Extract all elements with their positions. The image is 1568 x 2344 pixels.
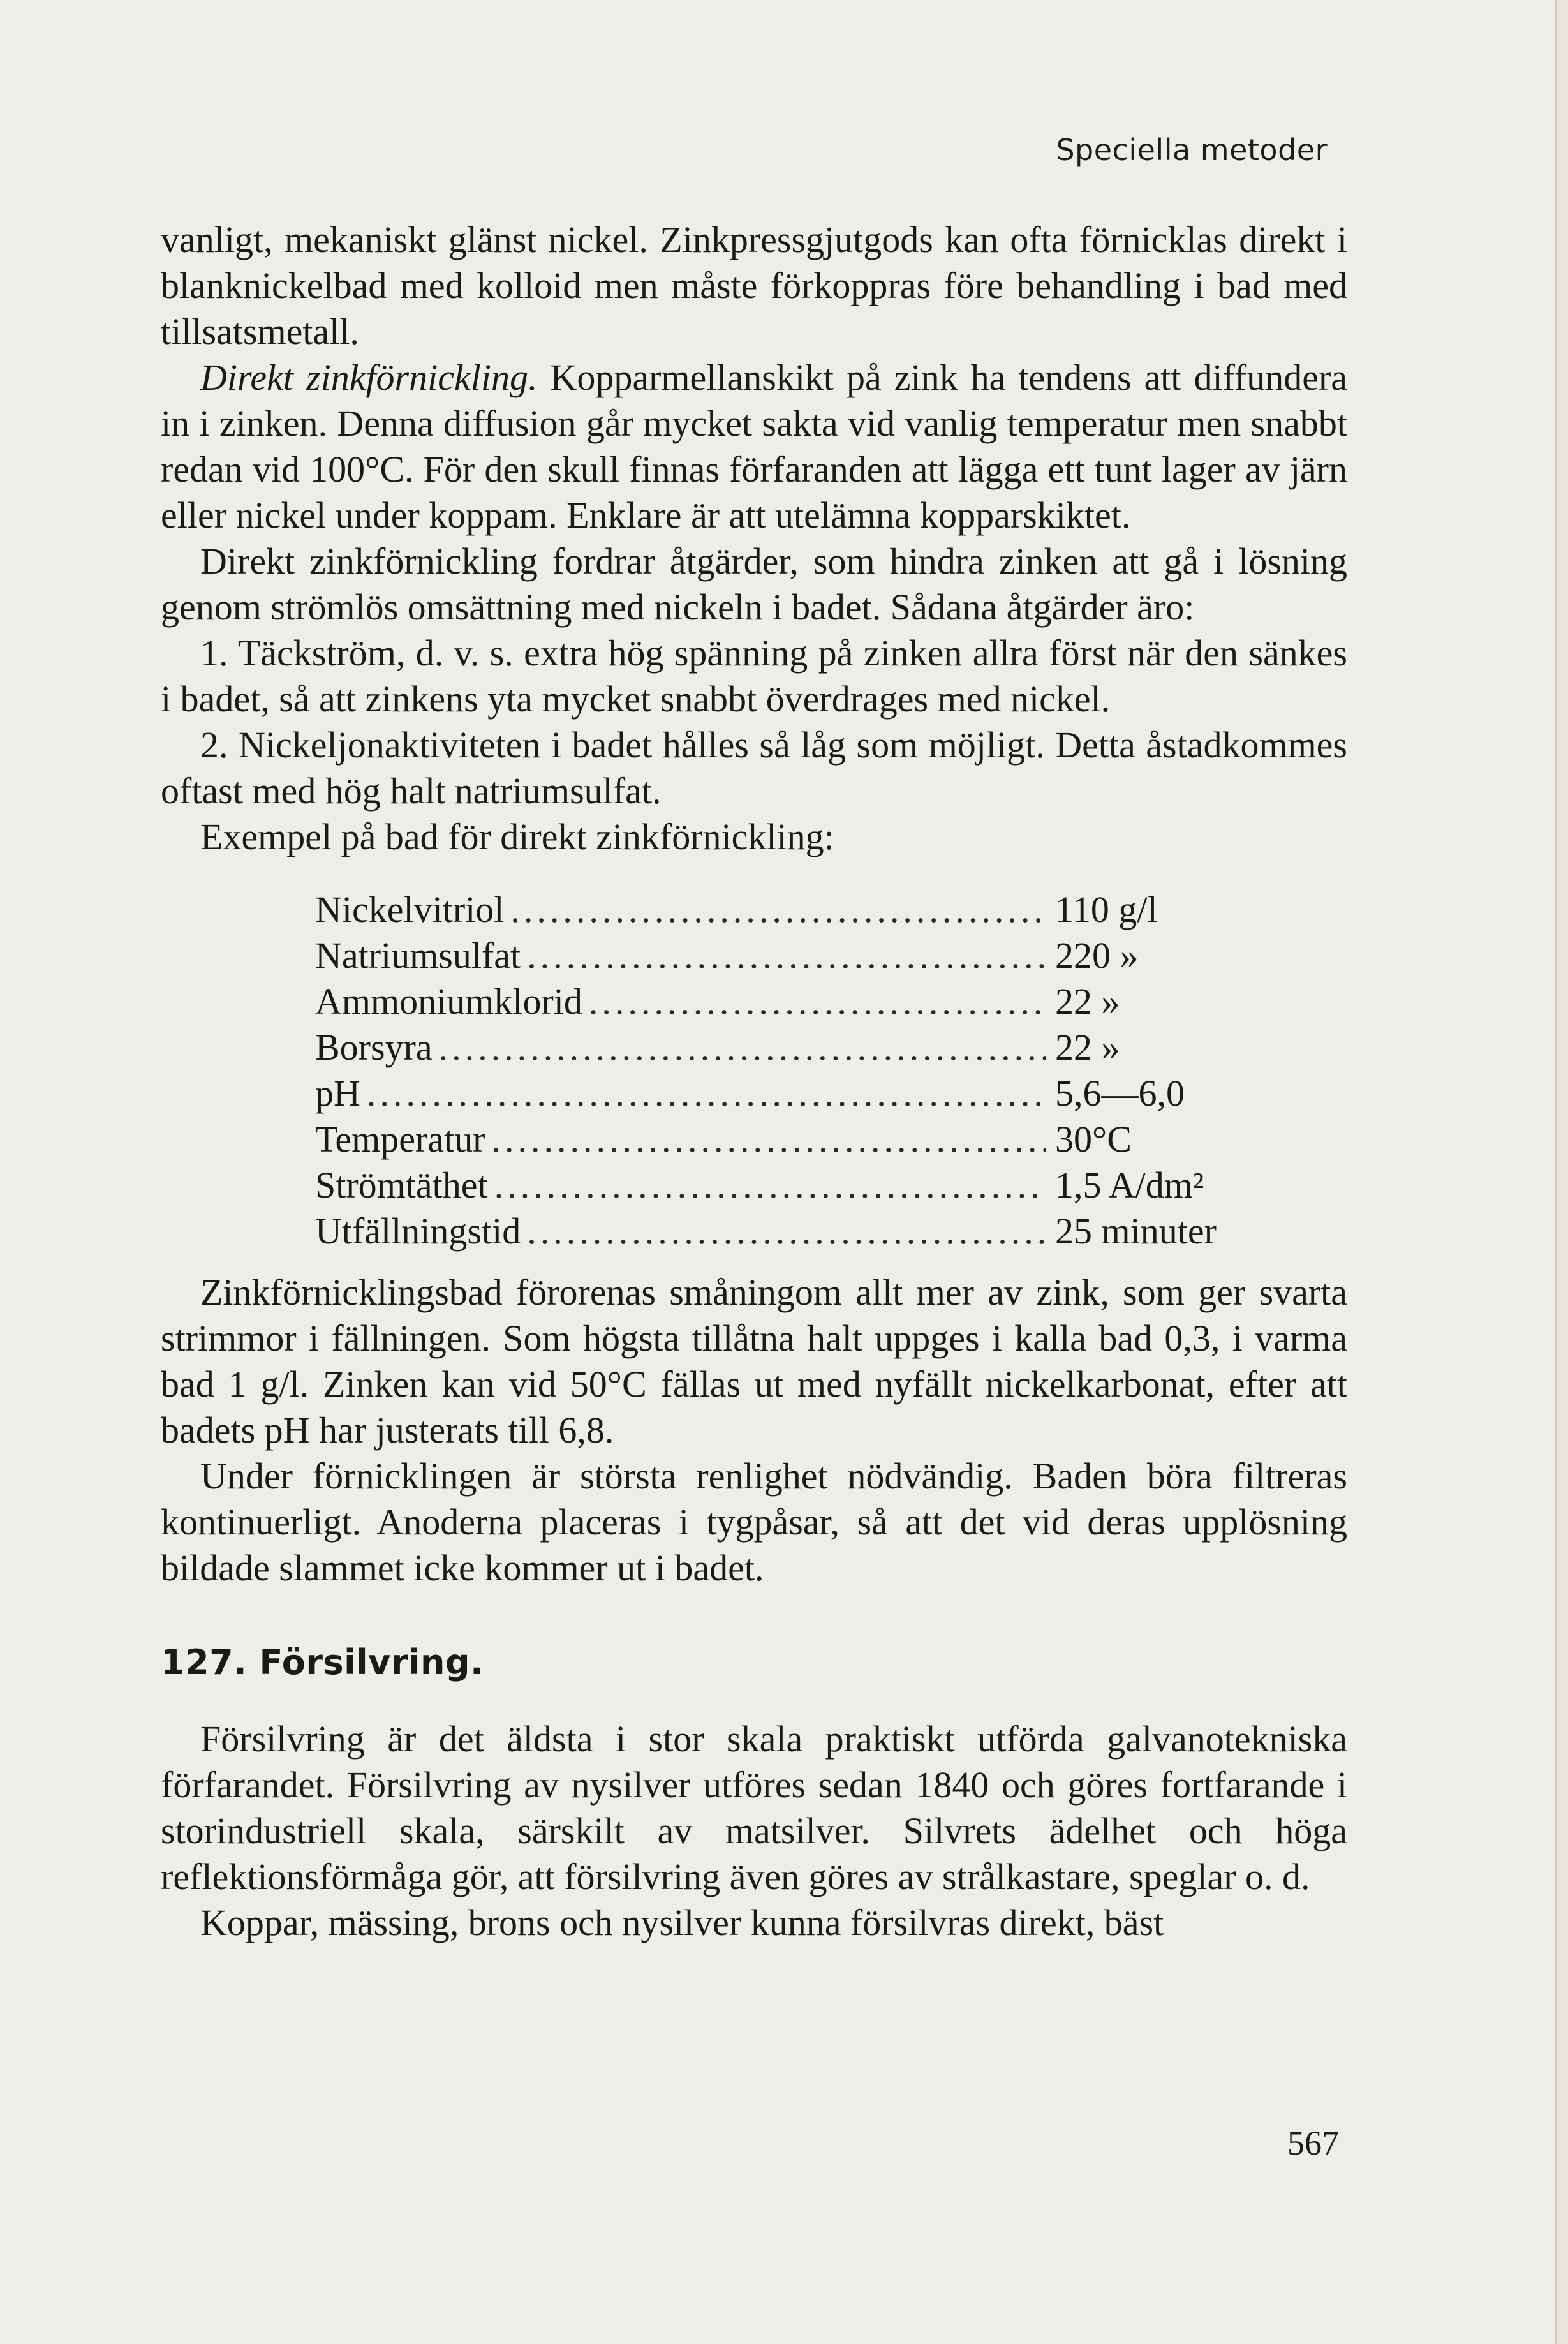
- paragraph-direct-zinc: [161, 355, 1347, 538]
- running-header: Speciella metoder: [1056, 133, 1328, 167]
- bath-recipe-table: [315, 887, 1298, 1254]
- list-item-1: 1. Täckström, d. v. s. extra hög spänning på zinken allra först när den sänkes i badet, så att zinkens yta mycket snabbt överdrages med nickel.: [161, 632, 1347, 720]
- recipe-row: [315, 1071, 1298, 1116]
- paragraph-direct-zinc-text: Kopparmellanskikt på zink ha tendens att diffundera in i zinken. Denna diffusion går mycket sakta vid vanlig temperatur men snabbt redan vid 100°C. För den skull finnas förfaranden att lägga ett tunt lager av järn eller nickel under koppam. Enklare är att utelämna kopparskiktet.: [161, 357, 1348, 536]
- list-item-2: 2. Nickeljonaktiviteten i badet hålles så låg som möjligt. Detta åstadkommes oftast med hög halt natriumsulfat.: [161, 724, 1347, 812]
- paragraph-continuation: vanligt, mekaniskt glänst nickel. Zinkpressgjutgods kan ofta förnicklas direkt i blanknickelbad med kolloid men måste förkoppras före behandling i bad med tillsatsmetall.: [161, 219, 1347, 352]
- italic-subheading: Direkt zinkförnickling.: [200, 357, 538, 398]
- recipe-row: [315, 1025, 1298, 1071]
- recipe-value: 110 g/l: [1055, 889, 1158, 930]
- leader-dots: [494, 1162, 1046, 1208]
- recipe-name: Nickelvitriol: [315, 889, 505, 930]
- page-body: [161, 217, 1347, 1946]
- recipe-row: [315, 979, 1298, 1025]
- recipe-row: [315, 1162, 1298, 1208]
- page-number: 567: [1287, 2124, 1339, 2162]
- recipe-row: [315, 1208, 1298, 1254]
- recipe-name: Temperatur: [315, 1118, 485, 1160]
- recipe-row: [315, 887, 1298, 933]
- recipe-name: Ammoniumklorid: [315, 981, 582, 1022]
- paragraph-silvering-metals: Koppar, mässing, brons och nysilver kunna försilvras direkt, bäst: [200, 1902, 1164, 1943]
- paragraph-cleanliness: Under förnicklingen är största renlighet nödvändig. Baden böra filtreras kontinuerligt. Anoderna placeras i tygpåsar, så att det vid deras upplösning bildade slammet icke kommer ut i badet.: [161, 1455, 1347, 1589]
- recipe-name: pH: [315, 1072, 360, 1114]
- recipe-name: Natriumsulfat: [315, 935, 521, 976]
- recipe-name: Utfällningstid: [315, 1210, 521, 1252]
- leader-dots: [527, 1208, 1046, 1254]
- paragraph-measures: Direkt zinkförnickling fordrar åtgärder, som hindra zinken att gå i lösning genom strömlös omsättning med nickeln i badet. Sådana åtgärder äro:: [161, 540, 1347, 628]
- recipe-value: 220 »: [1055, 935, 1139, 976]
- recipe-value: 1,5 A/dm²: [1055, 1164, 1204, 1206]
- leader-dots: [589, 979, 1046, 1025]
- leader-dots: [527, 933, 1046, 979]
- recipe-value: 25 minuter: [1055, 1210, 1217, 1252]
- leader-dots: [491, 1116, 1046, 1162]
- recipe-row: [315, 1116, 1298, 1162]
- leader-dots: [439, 1025, 1046, 1071]
- recipe-value: 22 »: [1055, 981, 1120, 1022]
- paragraph-contamination: Zinkförnicklingsbad förorenas småningom allt mer av zink, som ger svarta strimmor i fällningen. Som högsta tillåtna halt uppges i kalla bad 0,3, i varma bad 1 g/l. Zinken kan vid 50°C fällas ut med nyfällt nickelkarbonat, efter att badets pH har justerats till 6,8.: [161, 1272, 1347, 1451]
- leader-dots: [510, 887, 1046, 933]
- leader-dots: [367, 1071, 1046, 1116]
- recipe-value: 5,6—6,0: [1055, 1072, 1185, 1114]
- recipe-value: 22 »: [1055, 1027, 1120, 1068]
- paragraph-example: Exempel på bad för direkt zinkförnickling:: [200, 816, 834, 857]
- recipe-name: Borsyra: [315, 1027, 433, 1068]
- paragraph-silvering-intro: Försilvring är det äldsta i stor skala praktiskt utförda galvanotekniska förfarandet. Försilvring av nysilver utföres sedan 1840 och göres fortfarande i storindustriell skala, särskilt av matsilver. Silvrets ädelhet och höga reflektionsförmåga gör, att försilvring även göres av strålkastare, speglar o. d.: [161, 1718, 1347, 1897]
- recipe-name: Strömtäthet: [315, 1164, 488, 1206]
- recipe-row: [315, 933, 1298, 979]
- recipe-value: 30°C: [1055, 1118, 1132, 1160]
- section-heading: 127. Försilvring.: [161, 1642, 484, 1682]
